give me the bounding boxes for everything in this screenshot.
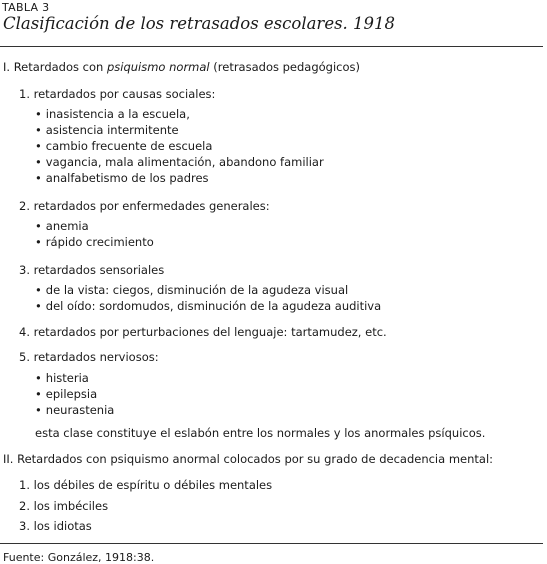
bullet-item: • inasistencia a la escuela,	[35, 107, 190, 121]
bullet-item: • anemia	[35, 219, 89, 233]
section-2-item: 3. los idiotas	[19, 519, 92, 533]
item-2-label: 2. retardados por enfermedades generales:	[19, 199, 270, 213]
item-3-label: 3. retardados sensoriales	[19, 263, 165, 277]
bullet-item: • histeria	[35, 371, 89, 385]
bullet-item: • rápido crecimiento	[35, 235, 154, 249]
section-2-item: 2. los imbéciles	[19, 499, 109, 513]
section-1-heading: I. Retardados con psiquismo normal (retrasados pedagógicos)	[3, 60, 361, 74]
bullet-item: • analfabetismo de los padres	[35, 171, 209, 185]
source-note: Fuente: González, 1918:38.	[3, 551, 155, 564]
top-rule	[0, 46, 543, 47]
bullet-item: • cambio frecuente de escuela	[35, 139, 213, 153]
bullet-item: • asistencia intermitente	[35, 123, 179, 137]
bullet-item: • vagancia, mala alimentación, abandono familiar	[35, 155, 324, 169]
bullet-item: • del oído: sordomudos, disminución de la agudeza auditiva	[35, 299, 382, 313]
item-4-label: 4. retardados por perturbaciones del lenguaje: tartamudez, etc.	[19, 325, 387, 339]
section-2-item: 1. los débiles de espíritu o débiles mentales	[19, 478, 273, 492]
section-2-heading: II. Retardados con psiquismo anormal colocados por su grado de decadencia mental:	[3, 452, 494, 466]
bottom-rule	[0, 543, 543, 544]
table-label: TABLA 3	[2, 1, 50, 14]
bullet-item: • epilepsia	[35, 387, 98, 401]
item-1-label: 1. retardados por causas sociales:	[19, 87, 216, 101]
bullet-item: • de la vista: ciegos, disminución de la agudeza visual	[35, 283, 349, 297]
bullet-item: • neurastenia	[35, 403, 115, 417]
table-title: Clasificación de los retrasados escolares. 1918	[3, 14, 396, 33]
item-5-label: 5. retardados nerviosos:	[19, 350, 159, 364]
section-1-note: esta clase constituye el eslabón entre los normales y los anormales psíquicos.	[35, 426, 486, 440]
